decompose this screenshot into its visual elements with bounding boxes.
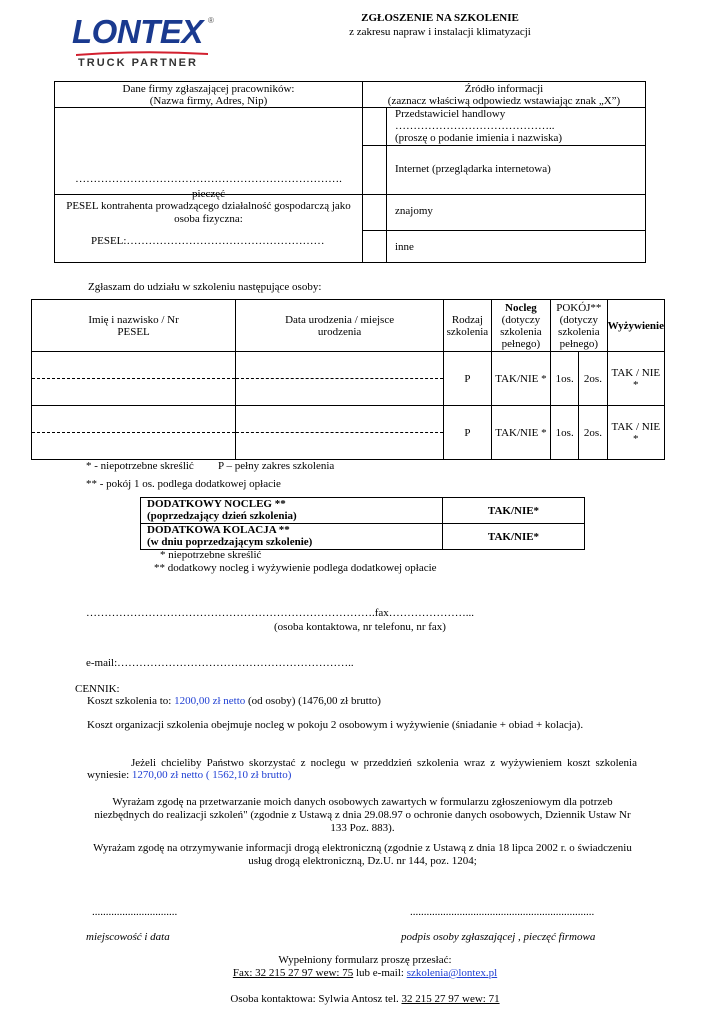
company-logo (72, 14, 220, 68)
extra-dinner-sub: (w dniu poprzedzającym szkolenie) (147, 536, 313, 548)
attendees-intro: Zgłaszam do udziału w szkoleniu następujące osoby: (88, 281, 322, 293)
extra-dinner-label: DODATKOWA KOLACJA ** (147, 524, 290, 536)
attendee-room-2[interactable]: 2os. (579, 352, 607, 406)
col-meal-header: Wyżywienie (607, 300, 664, 352)
pesel-field[interactable] (55, 195, 363, 263)
pricing-cost-prefix: Koszt szkolenia to: (87, 695, 175, 707)
pricing-includes: Koszt organizacji szkolenia obejmuje nocleg w pokoju 2 osobowym i wyżywienie (śniadanie + obiad + kolacja). (87, 719, 584, 731)
company-dots: ………………………………………………………………. (75, 173, 342, 185)
signature-dots[interactable]: ................................................................... (410, 906, 595, 918)
note-full-scope: P – pełny zakres szkolenia (218, 460, 335, 472)
attendee-birth-field[interactable] (236, 406, 444, 460)
extra-night-sub: (poprzedzający dzień szkolenia) (147, 510, 297, 522)
place-date-dots[interactable]: ............................... (92, 906, 178, 918)
col-birth-header: Data urodzenia / miejsce urodzenia (236, 300, 444, 352)
attendee-type: P (444, 352, 492, 406)
footer-fax-email (160, 967, 570, 979)
extra-night-choice[interactable]: TAK/NIE* (443, 498, 585, 524)
company-header-line1: Dane firmy zgłaszającej pracowników: (122, 83, 295, 95)
source-header-line1: Źródło informacji (464, 83, 544, 95)
pesel-line: PESEL:……………………………………………… (91, 235, 325, 247)
signature-label: podpis osoby zgłaszającej , pieczęć firmowa (401, 931, 596, 943)
pesel-heading: PESEL kontrahenta prowadzącego działalność gospodarczą jako osoba fizyczna: (66, 200, 351, 225)
attendee-type: P (444, 406, 492, 460)
source-rep-note: (proszę o podanie imienia i nazwiska) (395, 132, 563, 144)
company-header-line2: (Nazwa firmy, Adres, Nip) (149, 95, 268, 107)
logo-swoosh-icon (76, 50, 208, 56)
attendee-night-choice[interactable]: TAK/NIE * (491, 352, 550, 406)
extra-note-fee: ** dodatkowy nocleg i wyżywienie podlega dodatkowej opłacie (154, 562, 437, 574)
source-friends-label: znajomy (387, 195, 646, 231)
attendee-name-field[interactable] (32, 406, 236, 460)
source-other-label: inne (387, 231, 646, 263)
note-strike: * - niepotrzebne skreślić (86, 460, 194, 472)
email-line[interactable]: e-mail:……………………………………………………….. (86, 657, 354, 669)
attendee-birth-field[interactable] (236, 352, 444, 406)
attendee-meal-choice[interactable]: TAK / NIE * (607, 406, 664, 460)
footer-contact-prefix: Osoba kontaktowa: Sylwia Antosz tel. (230, 993, 402, 1005)
extra-dinner-choice[interactable]: TAK/NIE* (443, 524, 585, 550)
checkbox-rep[interactable] (363, 108, 387, 146)
consent-electronic: Wyrażam zgodę na otrzymywanie informacji drogą elektroniczną (zgodnie z Ustawą z dnia 18 lipca 2002 r. o świadczeniu usług drogą elektroniczną, Dz.U. nr 144, poz. 1204; (93, 842, 632, 867)
source-header-line2: (zaznacz właściwą odpowiedz wstawiając znak „X”) (387, 95, 621, 107)
pricing-cost-suffix: (od osoby) (1476,00 zł brutto) (245, 695, 381, 707)
pricing-extra (87, 757, 637, 781)
footer-email-link[interactable]: szkolenia@lontex.pl (406, 967, 498, 979)
source-rep-dots[interactable]: …………………………………….. (395, 120, 555, 132)
logo-registered-mark: ® (208, 16, 214, 25)
source-rep-cell (387, 108, 646, 146)
company-source-table (54, 81, 646, 263)
checkbox-friends[interactable] (363, 195, 387, 231)
logo-tagline: TRUCK PARTNER (78, 57, 198, 69)
attendee-name-field[interactable] (32, 352, 236, 406)
col-name-header: Imię i nazwisko / Nr PESEL (32, 300, 236, 352)
extra-night-cell (141, 498, 443, 524)
pricing-label: CENNIK: (75, 683, 120, 695)
attendee-room-2[interactable]: 2os. (579, 406, 607, 460)
footer-contact-phone: 32 215 27 97 wew: 71 (401, 993, 500, 1005)
pricing-cost (87, 695, 381, 707)
col-night-header (491, 300, 550, 352)
logo-wordmark: LONTEX (72, 13, 203, 50)
attendees-table (31, 299, 665, 460)
attendee-row (32, 352, 665, 406)
form-title: ZGŁOSZENIE NA SZKOLENIE (361, 12, 519, 24)
source-internet-label: Internet (przeglądarka internetowa) (387, 146, 646, 195)
footer-contact (160, 993, 570, 1005)
col-night-title: Nocleg (505, 301, 537, 314)
pricing-extra-text: Jeżeli chcieliby Państwo skorzystać z noclegu w przeddzień szkolenia wraz z wyżywieniem koszt szkolenia wyniesie: (87, 757, 637, 781)
attendee-room-1[interactable]: 1os. (551, 352, 579, 406)
attendee-row (32, 406, 665, 460)
consent-data-processing: Wyrażam zgodę na przetwarzanie moich danych osobowych zawartych w formularzu zgłoszeniowym dla potrzeb niezbędnych do realizacji szkoleń" (zgodnie z Ustawą z dnia 29.08.97 o ochronie danych osobowych, Dziennik Ustaw Nr 133 Poz. 883). (94, 796, 631, 834)
note-single-room: ** - pokój 1 os. podlega dodatkowej opłacie (86, 478, 281, 490)
col-type-header: Rodzaj szkolenia (444, 300, 492, 352)
footer-send: Wypełniony formularz proszę przesłać: (278, 954, 452, 966)
col-room-sub: (dotyczy szkolenia pełnego) (558, 313, 600, 350)
extra-services-table (140, 497, 585, 550)
col-night-sub: (dotyczy szkolenia pełnego) (500, 313, 542, 350)
company-data-field[interactable] (55, 108, 363, 200)
source-rep-label: Przedstawiciel handlowy (395, 108, 506, 120)
extra-dinner-cell (141, 524, 443, 550)
attendee-meal-choice[interactable]: TAK / NIE * (607, 352, 664, 406)
contact-line[interactable]: …………………………………………………………………….fax…………………... (86, 607, 475, 619)
attendee-night-choice[interactable]: TAK/NIE * (491, 406, 550, 460)
col-room-header (551, 300, 608, 352)
extra-note-strike: * niepotrzebne skreślić (160, 549, 262, 561)
place-date-label: miejscowość i data (86, 931, 170, 943)
stamp-label: pieczęć (192, 188, 225, 200)
footer-fax: Fax: 32 215 27 97 wew: 75 (232, 967, 354, 979)
checkbox-internet[interactable] (363, 146, 387, 195)
pricing-cost-net: 1200,00 zł netto (174, 695, 246, 707)
contact-note: (osoba kontaktowa, nr telefonu, nr fax) (274, 621, 446, 633)
source-header-cell (363, 82, 646, 108)
form-subtitle: z zakresu napraw i instalacji klimatyzacji (349, 26, 531, 38)
footer-or: lub e-mail: (353, 967, 407, 979)
col-room-title: POKÓJ** (556, 301, 602, 314)
company-header-cell (55, 82, 363, 108)
checkbox-other[interactable] (363, 231, 387, 263)
pricing-extra-price: 1270,00 zł netto ( 1562,10 zł brutto) (131, 769, 292, 781)
attendee-room-1[interactable]: 1os. (551, 406, 579, 460)
extra-night-label: DODATKOWY NOCLEG ** (147, 498, 286, 510)
